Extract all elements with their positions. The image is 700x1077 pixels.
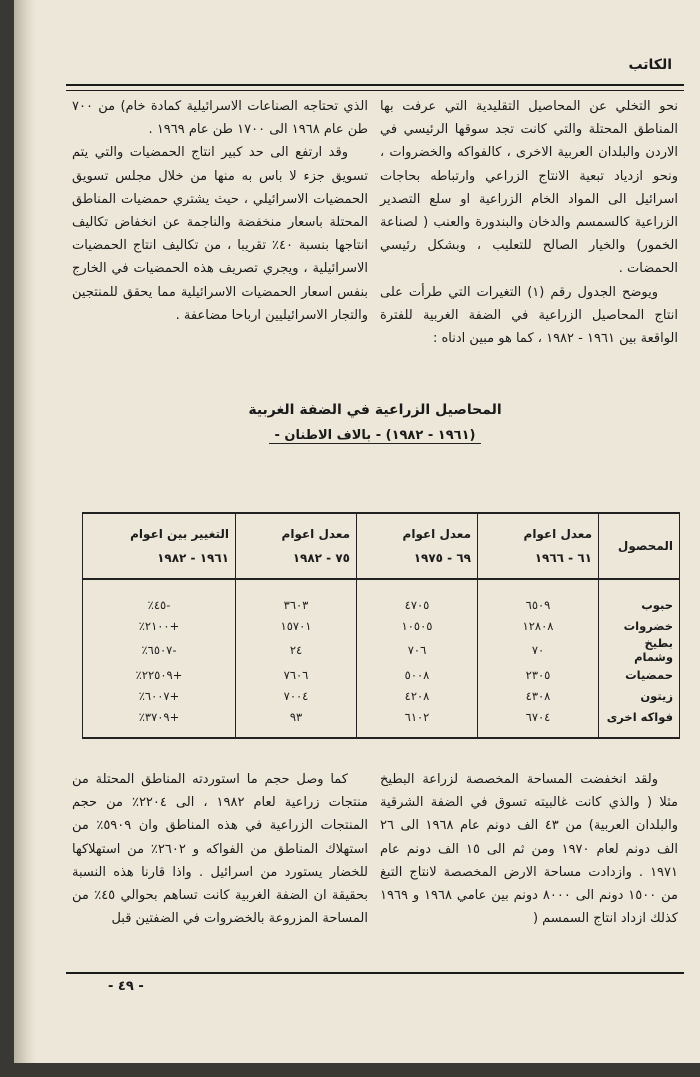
running-header-title: الكاتب: [628, 57, 672, 73]
cell-p2: ٤٢٠٨: [357, 685, 478, 706]
cell-crop: فواكه اخرى: [599, 706, 680, 738]
paragraph: ولقد انخفضت المساحة المخصصة لزراعة البطيخ مثلا ( والذي كانت غالبيته تسوق في الضفة الشرقية والبلدان العربية) من ٤٣ الف دونم عام ١٩٦٨ الى ٢٦ الف دونم لعام ١٩٧٠ ومن ثم الى ١٥ الف دونم عام ١٩٧١ . وازدادت مساحة الارض المخصصة لانتاج التبغ من ١٥٠٠ دونم الى ٨٠٠٠ دونم بين عامي ١٩٦٨ و ١٩٦٩ كذلك ازداد انتاج السمسم (: [380, 772, 678, 927]
cell-change: +٣٧٠٩٪: [83, 706, 236, 738]
cell-p1: ٢٣٠٥: [478, 664, 599, 685]
paragraph: وقد ارتفع الى حد كبير انتاج الحمضيات والتي يتم تسويق جزء لا باس به منها من خلال مجلس تسويق الحمضيات الاسرائيلي ، حيث يشتري حمضيات المناطق المحتلة باسعار منخفضة والناجمة عن انخفاض تكاليف انتاجها بنسبة ٤٠٪ تقريبا ، من تكاليف انتاج الحمضيات الاسرائيلية ، ويجري تصريف هذه الحمضيات في الخارج بنفس اسعار الحمضيات الاسرائيلية مما يحقق للمنتجين والتجار الاسرائيليين ارباحا مضاعفة .: [72, 145, 368, 323]
cell-p2: ٦١٠٢: [357, 706, 478, 738]
table-row: [83, 615, 680, 636]
cell-crop: حبوب: [599, 579, 680, 615]
cell-change: +٦٠٠٧٪: [83, 685, 236, 706]
cell-p2: ١٠٥٠٥: [357, 615, 478, 636]
header-period-3: معدل اعوام ٧٥ - ١٩٨٢: [236, 513, 357, 579]
header-change: التغيير بين اعوام ١٩٦١ - ١٩٨٢: [83, 513, 236, 579]
table-header-row: [83, 513, 680, 579]
cell-p3: ٣٦٠٣: [236, 579, 357, 615]
cell-p1: ٧٠: [478, 636, 599, 664]
cell-p1: ٦٥٠٩: [478, 579, 599, 615]
cell-p1: ٦٧٠٤: [478, 706, 599, 738]
cell-p2: ٧٠٦: [357, 636, 478, 664]
cell-change: -٤٥٪: [83, 579, 236, 615]
crops-table: [82, 512, 680, 739]
table-row: [83, 685, 680, 706]
paragraph: نحو التخلي عن المحاصيل التقليدية التي عرفت بها المناطق المحتلة والتي كانت تجد سوقها الرئيسي في الاردن والبلدان العربية الاخرى ، كالفواكه والخضروات ، ونحو ازدياد تبعية الانتاج الزراعي وارتباطه بحاجات اسرائيل الى المواد الخام الزراعية او سلع التصدير الزراعية كالسمسم والدخان والبندورة والعنب ( لصناعة الخمور) والخيار الصالح للتعليب ، وبشكل رئيسي الحمضات .: [380, 99, 678, 277]
cell-p3: ٩٣: [236, 706, 357, 738]
header-period-1: معدل اعوام ٦١ - ١٩٦٦: [478, 513, 599, 579]
cell-crop: خضروات: [599, 615, 680, 636]
table-row: [83, 664, 680, 685]
cell-p2: ٥٠٠٨: [357, 664, 478, 685]
cell-p3: ٢٤: [236, 636, 357, 664]
header-rule-thin: [66, 90, 684, 91]
text-column-left-bottom: [72, 768, 368, 930]
table-subtitle-text: (١٩٦١ - ١٩٨٢) - بالاف الاطنان -: [269, 428, 482, 444]
header-crop: المحصول: [599, 513, 680, 579]
cell-change: -٦٥٠٧٪: [83, 636, 236, 664]
cell-p3: ٧٠٠٤: [236, 685, 357, 706]
paragraph: الذي تحتاجه الصناعات الاسرائيلية كمادة خام) من ٧٠٠ طن عام ١٩٦٨ الى ١٧٠٠ طن عام ١٩٦٩ .: [72, 99, 368, 138]
cell-change: +٢١٠٠٪: [83, 615, 236, 636]
text-column-left-top: [72, 95, 368, 327]
cell-p3: ٧٦٠٦: [236, 664, 357, 685]
paragraph: ويوضح الجدول رقم (١) التغيرات التي طرأت على انتاج المحاصيل الزراعية في الضفة الغربية للفترة الواقعة بين ١٩٦١ - ١٩٨٢ ، كما هو مبين ادناه :: [380, 284, 678, 347]
text-column-right-top: [380, 95, 678, 350]
paragraph: كما وصل حجم ما استوردته المناطق المحتلة من منتجات زراعية لعام ١٩٨٢ ، الى ٢٢٠٤٪ من حجم المنتجات الزراعية في هذه المناطق وان ٥٩٠٩٪ من استهلاك المناطق من الفواكه و ٢٦٠٢٪ من استهلاكها للخضار يستورد من اسرائيل . واذا قارنا هذه النسبة بحقيقة ان الضفة الغربية كانت تساهم بحوالي ٤٥٪ من المساحة المزروعة بالخضروات في الضفتين قبل: [72, 772, 368, 927]
table-row: [83, 636, 680, 664]
cell-crop: زيتون: [599, 685, 680, 706]
table-title: المحاصيل الزراعية في الضفة الغربية: [248, 402, 502, 418]
page-number: - ٤٩ -: [108, 979, 144, 994]
cell-p1: ١٢٨٠٨: [478, 615, 599, 636]
footer-rule: [66, 972, 684, 974]
cell-crop: بطيخ وشمام: [599, 636, 680, 664]
cell-p3: ١٥٧٠١: [236, 615, 357, 636]
header-period-2: معدل اعوام ٦٩ - ١٩٧٥: [357, 513, 478, 579]
cell-p2: ٤٧٠٥: [357, 579, 478, 615]
table-row: [83, 579, 680, 615]
cell-crop: حمضيات: [599, 664, 680, 685]
table-subtitle: [80, 428, 670, 444]
cell-change: +٢٢٥٠٩٪: [83, 664, 236, 685]
book-spine: [14, 0, 36, 1063]
cell-p1: ٤٣٠٨: [478, 685, 599, 706]
table-row: [83, 706, 680, 738]
header-rule: [66, 84, 684, 86]
text-column-right-bottom: [380, 768, 678, 930]
